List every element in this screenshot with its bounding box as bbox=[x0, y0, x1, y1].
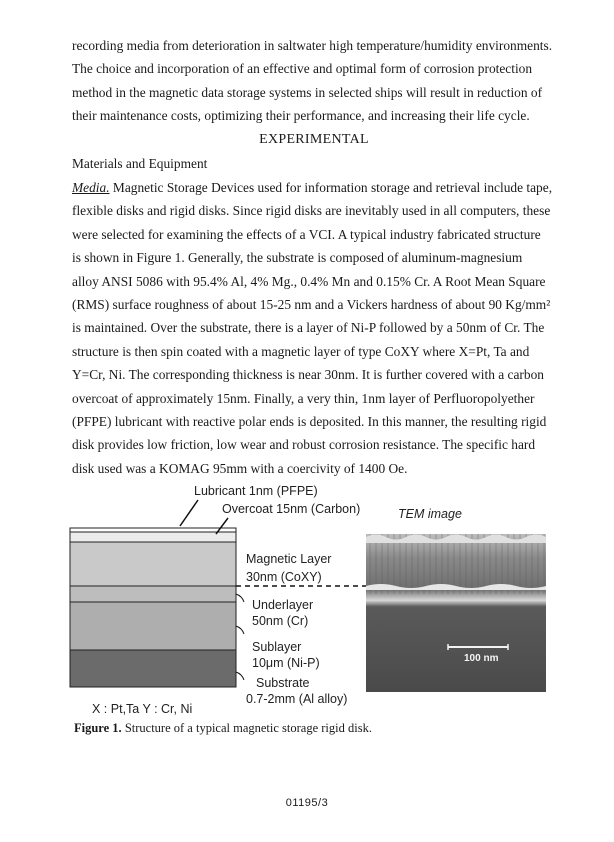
media-line: flexible disks and rigid disks. Since rigid disks are inevitably used in all computers, these bbox=[72, 203, 551, 219]
intro-line: their maintenance costs, optimizing their performance, and increasing their life cycle. bbox=[72, 108, 530, 124]
overcoat-label: Overcoat 15nm (Carbon) bbox=[222, 502, 361, 516]
magnetic-label: Magnetic Layer bbox=[246, 552, 332, 566]
media-line: were selected for examining the effects of a VCI. A typical industry fabricated structure bbox=[72, 226, 541, 242]
media-line: overcoat of approximately 15nm. Finally, a very thin, 1nm layer of Perfluoropolyether bbox=[72, 390, 535, 406]
lubricant-pointer bbox=[180, 500, 198, 526]
intro-line: The choice and incorporation of an effective and optimal form of corrosion protection bbox=[72, 61, 533, 77]
intro-line: recording media from deterioration in saltwater high temperature/humidity environments. bbox=[72, 38, 553, 53]
xy-note: X : Pt,Ta Y : Cr, Ni bbox=[92, 702, 193, 716]
substrate-thickness: 0.7-2mm (Al alloy) bbox=[246, 692, 348, 706]
caption-label: Figure 1. bbox=[74, 721, 122, 735]
tem-label: TEM image bbox=[398, 507, 462, 521]
media-line: (PFPE) lubricant with reactive polar ends is deposited. In this manner, the resulting rigid bbox=[72, 414, 547, 430]
substrate-pointer bbox=[236, 672, 244, 680]
sublayer-pointer bbox=[236, 626, 244, 634]
media-paragraph bbox=[72, 176, 556, 480]
sublayer-thickness: 10μm (Ni-P) bbox=[252, 656, 320, 670]
media-lead: Media. bbox=[72, 180, 110, 195]
subsection-heading: Materials and Equipment bbox=[72, 156, 208, 171]
intro-line: method in the magnetic data storage systems in selected ships will result in reduction of bbox=[72, 84, 543, 100]
underlayer-label: Underlayer bbox=[252, 598, 314, 612]
magnetic-thickness: 30nm (CoXY) bbox=[246, 570, 322, 584]
underlayer-thickness: 50nm (Cr) bbox=[252, 614, 309, 628]
media-line: disk provides low friction, low wear and robust corrosion resistance. The specific hard bbox=[72, 437, 536, 453]
media-line: structure is then spin coated with a magnetic layer of type CoXY where X=Pt, Ta and bbox=[72, 343, 530, 359]
media-line bbox=[72, 176, 556, 199]
tem-image bbox=[366, 534, 546, 692]
substrate-layer bbox=[70, 650, 236, 687]
overcoat-layer bbox=[70, 532, 236, 542]
intro-paragraph bbox=[72, 34, 556, 128]
underlayer-pointer bbox=[236, 594, 244, 602]
figure-1 bbox=[68, 482, 558, 722]
media-line: is maintained. Over the substrate, there is a layer of Ni-P followed by a 50nm of Cr. The bbox=[72, 320, 545, 336]
lubricant-label: Lubricant 1nm (PFPE) bbox=[194, 484, 318, 498]
magnetic-layer bbox=[70, 542, 236, 586]
scale-bar-label: 100 nm bbox=[464, 653, 499, 664]
media-line: disk used was a KOMAG 95mm with a coercivity of 1400 Oe. bbox=[72, 460, 408, 476]
media-line: Y=Cr, Ni. The corresponding thickness is near 30nm. It is further covered with a carbon bbox=[72, 367, 544, 383]
sublayer bbox=[70, 602, 236, 650]
sublayer-label: Sublayer bbox=[252, 640, 302, 654]
underlayer bbox=[70, 586, 236, 602]
page-code: 01195/3 bbox=[285, 797, 329, 809]
section-heading: EXPERIMENTAL bbox=[259, 132, 369, 147]
figure-caption bbox=[74, 721, 372, 736]
substrate-label: Substrate bbox=[256, 676, 310, 690]
lubricant-layer bbox=[70, 528, 236, 532]
media-line-text: Magnetic Storage Devices used for information storage and retrieval include tape, bbox=[109, 180, 553, 195]
media-line: alloy ANSI 5086 with 95.4% Al, 4% Mg., 0.4% Mn and 0.15% Cr. A Root Mean Square bbox=[72, 273, 546, 289]
media-line: (RMS) surface roughness of about 15-25 nm and a Vickers hardness of about 90 Kg/mm² bbox=[72, 297, 551, 313]
caption-text: Structure of a typical magnetic storage rigid disk. bbox=[121, 721, 372, 735]
media-line: is shown in Figure 1. Generally, the substrate is composed of aluminum-magnesium bbox=[72, 250, 523, 266]
